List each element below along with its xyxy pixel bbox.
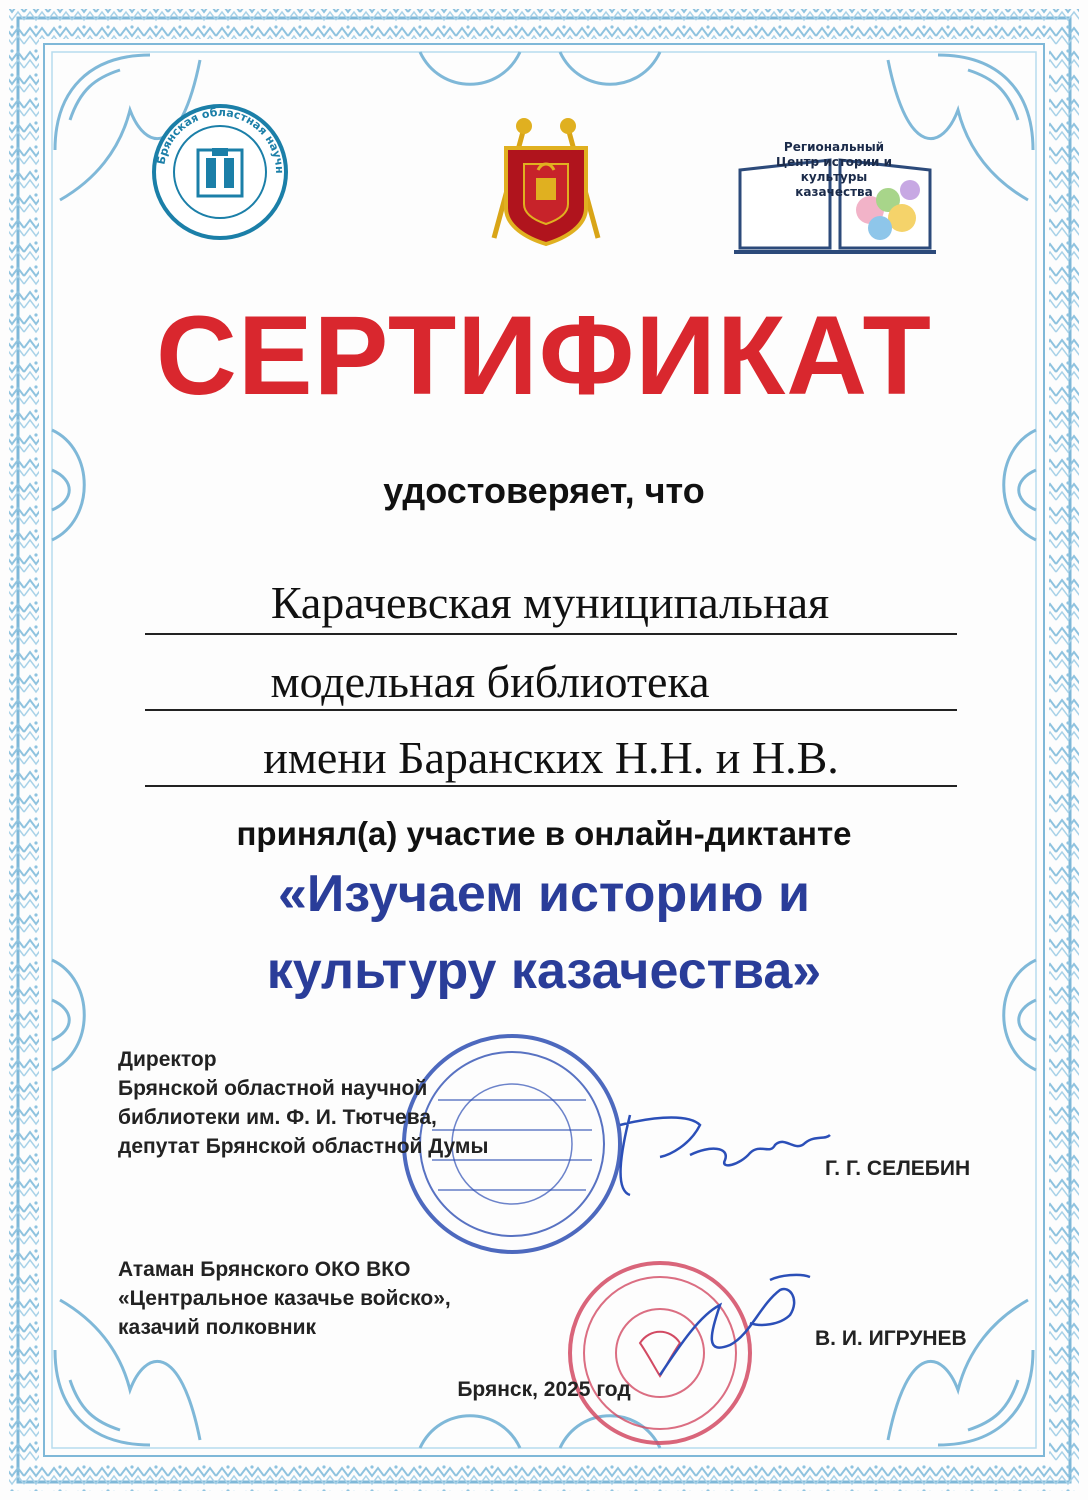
recipient-line: модельная библиотека <box>270 656 710 707</box>
position-line: Брянской областной научной <box>118 1077 428 1100</box>
regional-center-logo <box>730 130 940 260</box>
signature-2 <box>640 1265 820 1385</box>
event-title-line: культуру казачества» <box>266 942 822 1000</box>
participation-text: принял(а) участие в онлайн-диктанте <box>236 815 852 852</box>
recipient-line: имени Баранских Н.Н. и Н.В. <box>263 732 839 783</box>
signatory-1-name: Г. Г. СЕЛЕБИН <box>825 1157 971 1180</box>
position-line: Директор <box>118 1048 217 1071</box>
recipient-underline <box>145 709 957 711</box>
signature-1 <box>600 1095 840 1205</box>
signatory-2-position <box>118 1255 451 1342</box>
event-title-line: «Изучаем историю и <box>277 865 810 923</box>
regional-center-caption: Региональный Центр истории и культуры казачества <box>776 140 892 199</box>
position-line: библиотеки им. Ф. И. Тютчева, <box>118 1106 437 1129</box>
position-line: Атаман Брянского ОКО ВКО <box>118 1258 411 1281</box>
recipient-underline <box>145 633 957 635</box>
cossack-emblem <box>484 108 608 248</box>
recipient-underline <box>145 785 957 787</box>
library-seal-icon <box>150 102 290 242</box>
certifies-text: удостоверяет, что <box>383 470 705 511</box>
certificate-title: СЕРТИФИКАТ <box>156 293 932 418</box>
position-line: казачий полковник <box>118 1316 317 1339</box>
position-line: «Центральное казачье войско», <box>118 1287 451 1310</box>
coat-of-arms-icon <box>484 108 608 248</box>
recipient-line: Карачевская муниципальная <box>270 577 830 628</box>
signatory-2-name: В. И. ИГРУНЕВ <box>815 1327 967 1350</box>
position-line: депутат Брянской областной Думы <box>118 1135 489 1158</box>
signatory-1-position <box>118 1045 488 1161</box>
place-date: Брянск, 2025 год <box>457 1378 631 1401</box>
svg-text:Брянская областная научная биб: Брянская областная научн <box>154 105 287 174</box>
library-logo <box>150 102 290 242</box>
